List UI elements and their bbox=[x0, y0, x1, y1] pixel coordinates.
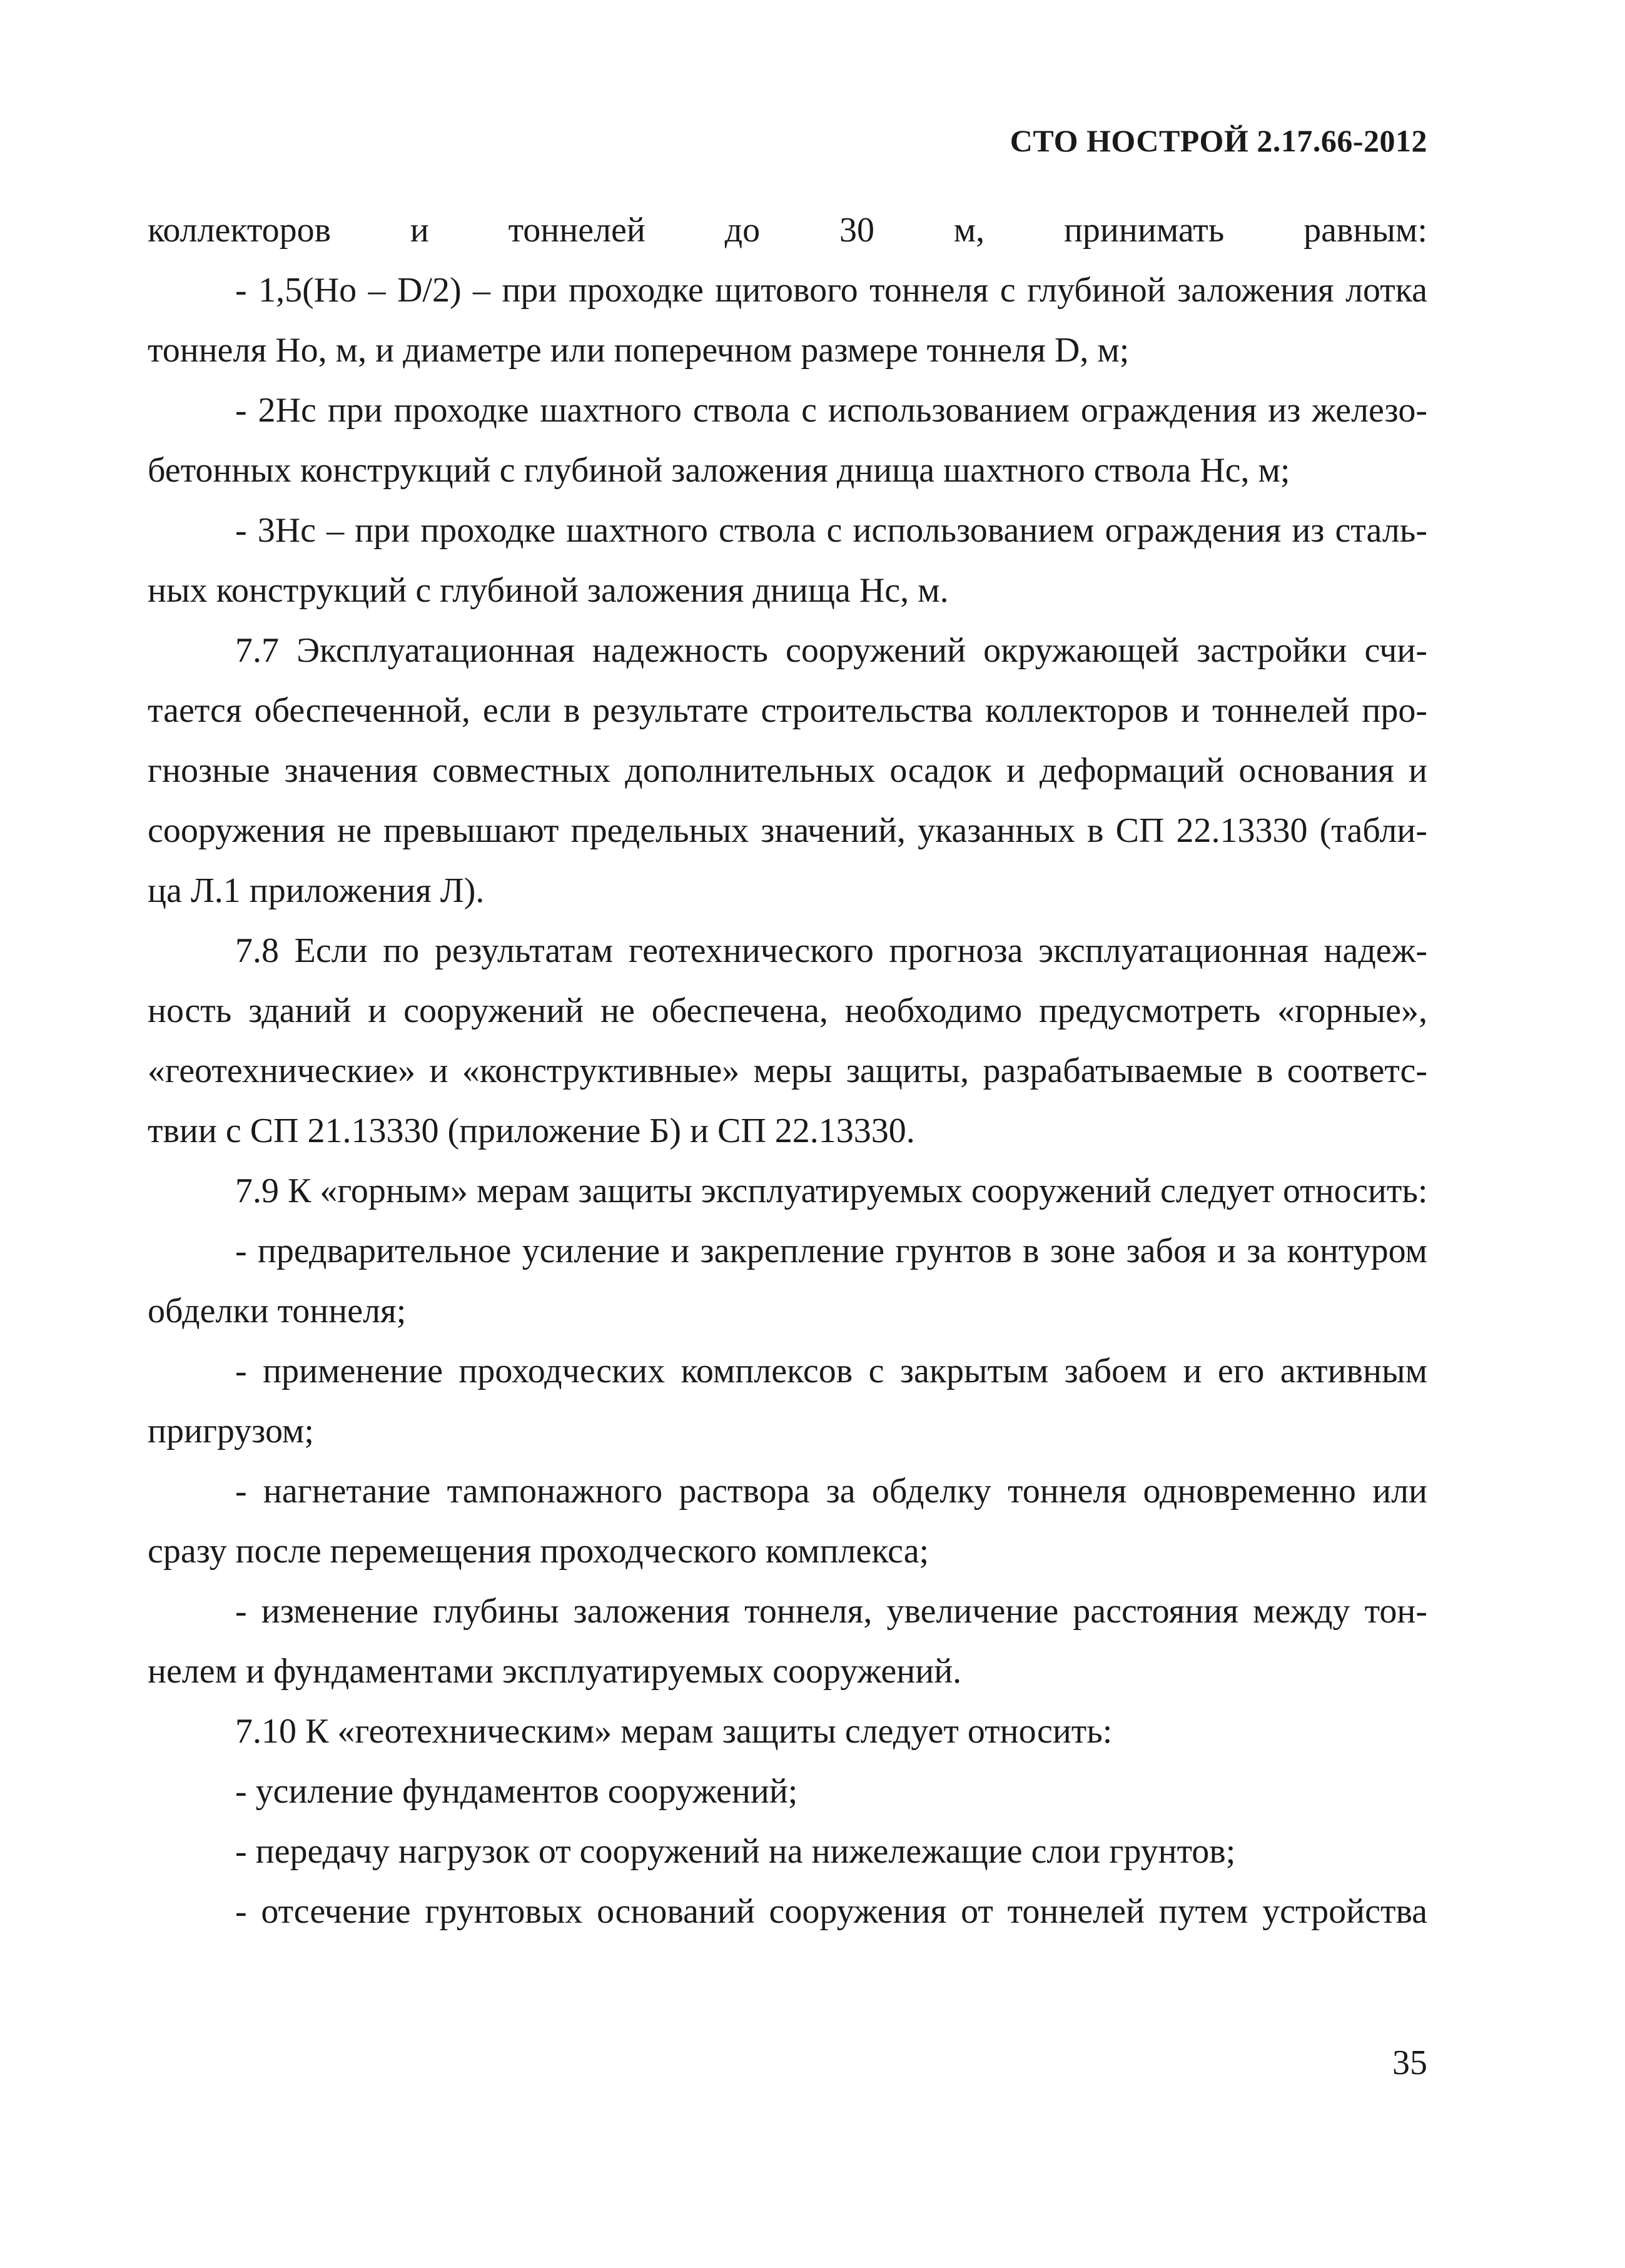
text-line: - изменение глубины заложения тоннеля, увеличение расстояния между тон- bbox=[235, 1592, 1427, 1631]
text-line: - применение проходческих комплексов с закрытым забоем и его активным bbox=[235, 1352, 1427, 1390]
text-line: тается обеспеченной, если в результате строительства коллекторов и тоннелей про- bbox=[148, 691, 1427, 730]
text-line: 7.8 Если по результатам геотехнического прогноза эксплуатационная надеж- bbox=[235, 931, 1427, 970]
text-line: пригрузом; bbox=[148, 1412, 314, 1450]
document-code-header: СТО НОСТРОЙ 2.17.66-2012 bbox=[1010, 123, 1427, 158]
text-line: - предварительное усиление и закрепление грунтов в зоне забоя и за контуром bbox=[235, 1232, 1427, 1270]
text-line: гнозные значения совместных дополнительных осадок и деформаций основания и bbox=[148, 751, 1427, 790]
text-line: твии с СП 21.13330 (приложение Б) и СП 22.13330. bbox=[148, 1111, 915, 1150]
text-line: нелем и фундаментами эксплуатируемых сооружений. bbox=[148, 1652, 962, 1691]
text-line: тоннеля Hо, м, и диаметре или поперечном размере тоннеля D, м; bbox=[148, 331, 1130, 370]
text-line: - передачу нагрузок от сооружений на нижележащие слои грунтов; bbox=[235, 1832, 1236, 1871]
text-line: «геотехнические» и «конструктивные» меры защиты, разрабатываемые в соответс- bbox=[148, 1051, 1427, 1090]
text-line: обделки тоннеля; bbox=[148, 1292, 407, 1330]
text-line: ность зданий и сооружений не обеспечена, необходимо предусмотреть «горные», bbox=[148, 991, 1427, 1030]
text-line: - отсечение грунтовых оснований сооружения от тоннелей путем устройства bbox=[235, 1892, 1427, 1931]
text-line: сооружения не превышают предельных значений, указанных в СП 22.13330 (табли- bbox=[148, 811, 1427, 850]
text-line: ных конструкций с глубиной заложения днища Hс, м. bbox=[148, 571, 949, 610]
text-line: - нагнетание тампонажного раствора за обделку тоннеля одновременно или bbox=[235, 1472, 1427, 1511]
text-line: сразу после перемещения проходческого комплекса; bbox=[148, 1532, 929, 1571]
text-line: 7.9 К «горным» мерам защиты эксплуатируемых сооружений следует относить: bbox=[235, 1172, 1427, 1210]
body-text bbox=[148, 200, 1427, 1941]
text-line: - усиление фундаментов сооружений; bbox=[235, 1772, 798, 1811]
text-line: ца Л.1 приложения Л). bbox=[148, 871, 485, 910]
text-line: 7.10 К «геотехническим» мерам защиты следует относить: bbox=[235, 1712, 1113, 1751]
text-line: - 2Hс при проходке шахтного ствола с использованием ограждения из железо- bbox=[235, 391, 1427, 430]
text-line: - 1,5(Hо – D/2) – при проходке щитового тоннеля с глубиной заложения лотка bbox=[235, 271, 1427, 310]
text-line: бетонных конструкций с глубиной заложения днища шахтного ствола Hс, м; bbox=[148, 451, 1290, 490]
text-line: 7.7 Эксплуатационная надежность сооружений окружающей застройки счи- bbox=[235, 631, 1427, 670]
text-line: - 3Hс – при проходке шахтного ствола с использованием ограждения из сталь- bbox=[235, 511, 1427, 550]
text-line: коллекторов и тоннелей до 30 м, принимать равным: bbox=[148, 211, 1427, 250]
page-number: 35 bbox=[1392, 2043, 1427, 2082]
